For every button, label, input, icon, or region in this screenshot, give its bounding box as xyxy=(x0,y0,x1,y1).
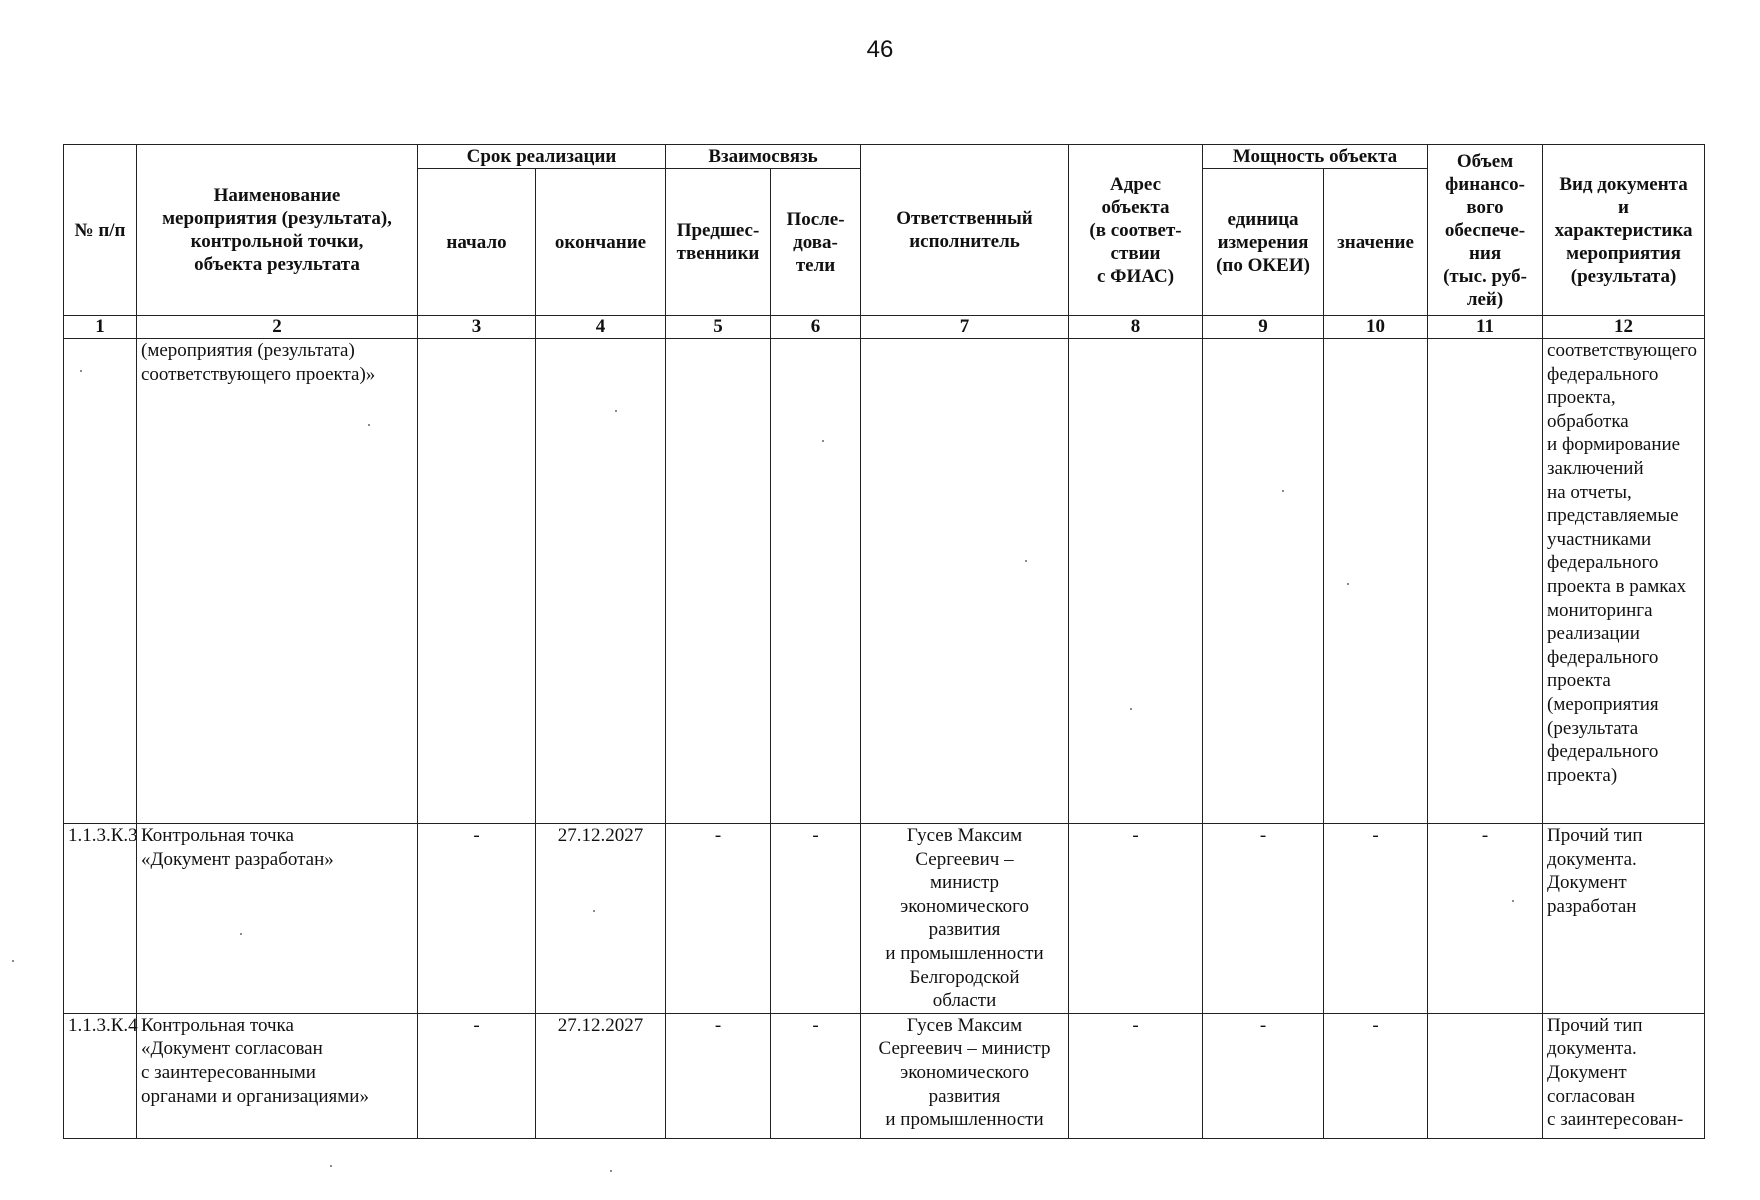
column-number: 12 xyxy=(1543,316,1705,339)
scan-speck xyxy=(615,410,617,412)
row-start: - xyxy=(418,824,536,1014)
header-capacity: Мощность объекта xyxy=(1203,145,1428,169)
column-number: 5 xyxy=(666,316,771,339)
column-number: 1 xyxy=(64,316,137,339)
row-num xyxy=(64,339,137,824)
row-value: - xyxy=(1324,824,1428,1014)
row-responsible: Гусев Максим Сергеевич – министр экономического развития и промышленности Белгородской области xyxy=(861,824,1069,1014)
header-relation: Взаимосвязь xyxy=(666,145,861,169)
row-value: - xyxy=(1324,1013,1428,1138)
row-name: Контрольная точка «Документ согласован с заинтересованными органами и организациями» xyxy=(137,1013,418,1138)
row-funding xyxy=(1428,339,1543,824)
table-row xyxy=(64,824,1705,1014)
row-address xyxy=(1069,339,1203,824)
scan-speck xyxy=(1282,490,1284,492)
header-row-group xyxy=(64,145,1705,169)
header-start: начало xyxy=(418,169,536,316)
row-unit: - xyxy=(1203,1013,1324,1138)
header-successors: После- дова- тели xyxy=(771,169,861,316)
row-end xyxy=(536,339,666,824)
scan-speck xyxy=(330,1165,332,1167)
column-number: 3 xyxy=(418,316,536,339)
header-period: Срок реализации xyxy=(418,145,666,169)
row-start: - xyxy=(418,1013,536,1138)
row-name: (мероприятия (результата) соответствующего проекта)» xyxy=(137,339,418,824)
column-numbers-row xyxy=(64,316,1705,339)
column-number: 6 xyxy=(771,316,861,339)
column-number: 9 xyxy=(1203,316,1324,339)
column-number: 11 xyxy=(1428,316,1543,339)
header-name: Наименование мероприятия (результата), контрольной точки, объекта результата xyxy=(137,145,418,316)
scan-speck xyxy=(593,910,595,912)
row-doc-type: соответствующего федерального проекта, обработка и формирование заключений на отчеты, представляемые участниками федерального проекта в рамках мониторинга реализации федерального проекта (мероприятия (результата федерального проекта) xyxy=(1543,339,1705,824)
scan-speck xyxy=(1512,900,1514,902)
header-predecessors: Предшес- твенники xyxy=(666,169,771,316)
column-number: 8 xyxy=(1069,316,1203,339)
header-value: значение xyxy=(1324,169,1428,316)
row-successors xyxy=(771,339,861,824)
row-num: 1.1.3.К.3 xyxy=(64,824,137,1014)
header-end: окончание xyxy=(536,169,666,316)
row-predecessors: - xyxy=(666,824,771,1014)
row-end: 27.12.2027 xyxy=(536,1013,666,1138)
scan-speck xyxy=(1130,708,1132,710)
scan-speck xyxy=(80,370,82,372)
row-address: - xyxy=(1069,1013,1203,1138)
table-row xyxy=(64,1013,1705,1138)
row-name: Контрольная точка «Документ разработан» xyxy=(137,824,418,1014)
page-number: 46 xyxy=(866,36,894,63)
row-responsible xyxy=(861,339,1069,824)
header-funding: Объем финансо- вого обеспече- ния (тыс. руб- лей) xyxy=(1428,145,1543,316)
scan-speck xyxy=(12,960,14,962)
row-address: - xyxy=(1069,824,1203,1014)
row-successors: - xyxy=(771,824,861,1014)
column-number: 2 xyxy=(137,316,418,339)
header-responsible: Ответственный исполнитель xyxy=(861,145,1069,316)
row-end: 27.12.2027 xyxy=(536,824,666,1014)
row-funding xyxy=(1428,1013,1543,1138)
scan-speck xyxy=(822,440,824,442)
row-responsible: Гусев Максим Сергеевич – министр экономического развития и промышленности xyxy=(861,1013,1069,1138)
header-doc-type: Вид документа и характеристика мероприятия (результата) xyxy=(1543,145,1705,316)
column-number: 10 xyxy=(1324,316,1428,339)
row-value xyxy=(1324,339,1428,824)
scan-speck xyxy=(610,1170,612,1172)
header-num: № п/п xyxy=(64,145,137,316)
column-number: 7 xyxy=(861,316,1069,339)
row-predecessors xyxy=(666,339,771,824)
row-predecessors: - xyxy=(666,1013,771,1138)
row-unit xyxy=(1203,339,1324,824)
table-row xyxy=(64,339,1705,824)
row-doc-type: Прочий тип документа. Документ согласован с заинтересован- xyxy=(1543,1013,1705,1138)
row-successors: - xyxy=(771,1013,861,1138)
scan-speck xyxy=(368,424,370,426)
scan-speck xyxy=(1347,583,1349,585)
activities-table xyxy=(63,144,1705,1139)
header-address: Адрес объекта (в соответ- ствии с ФИАС) xyxy=(1069,145,1203,316)
row-funding: - xyxy=(1428,824,1543,1014)
row-unit: - xyxy=(1203,824,1324,1014)
scan-speck xyxy=(1025,560,1027,562)
row-num: 1.1.3.К.4 xyxy=(64,1013,137,1138)
header-unit: единица измерения (по ОКЕИ) xyxy=(1203,169,1324,316)
row-start xyxy=(418,339,536,824)
row-doc-type: Прочий тип документа. Документ разработан xyxy=(1543,824,1705,1014)
column-number: 4 xyxy=(536,316,666,339)
scan-speck xyxy=(240,933,242,935)
